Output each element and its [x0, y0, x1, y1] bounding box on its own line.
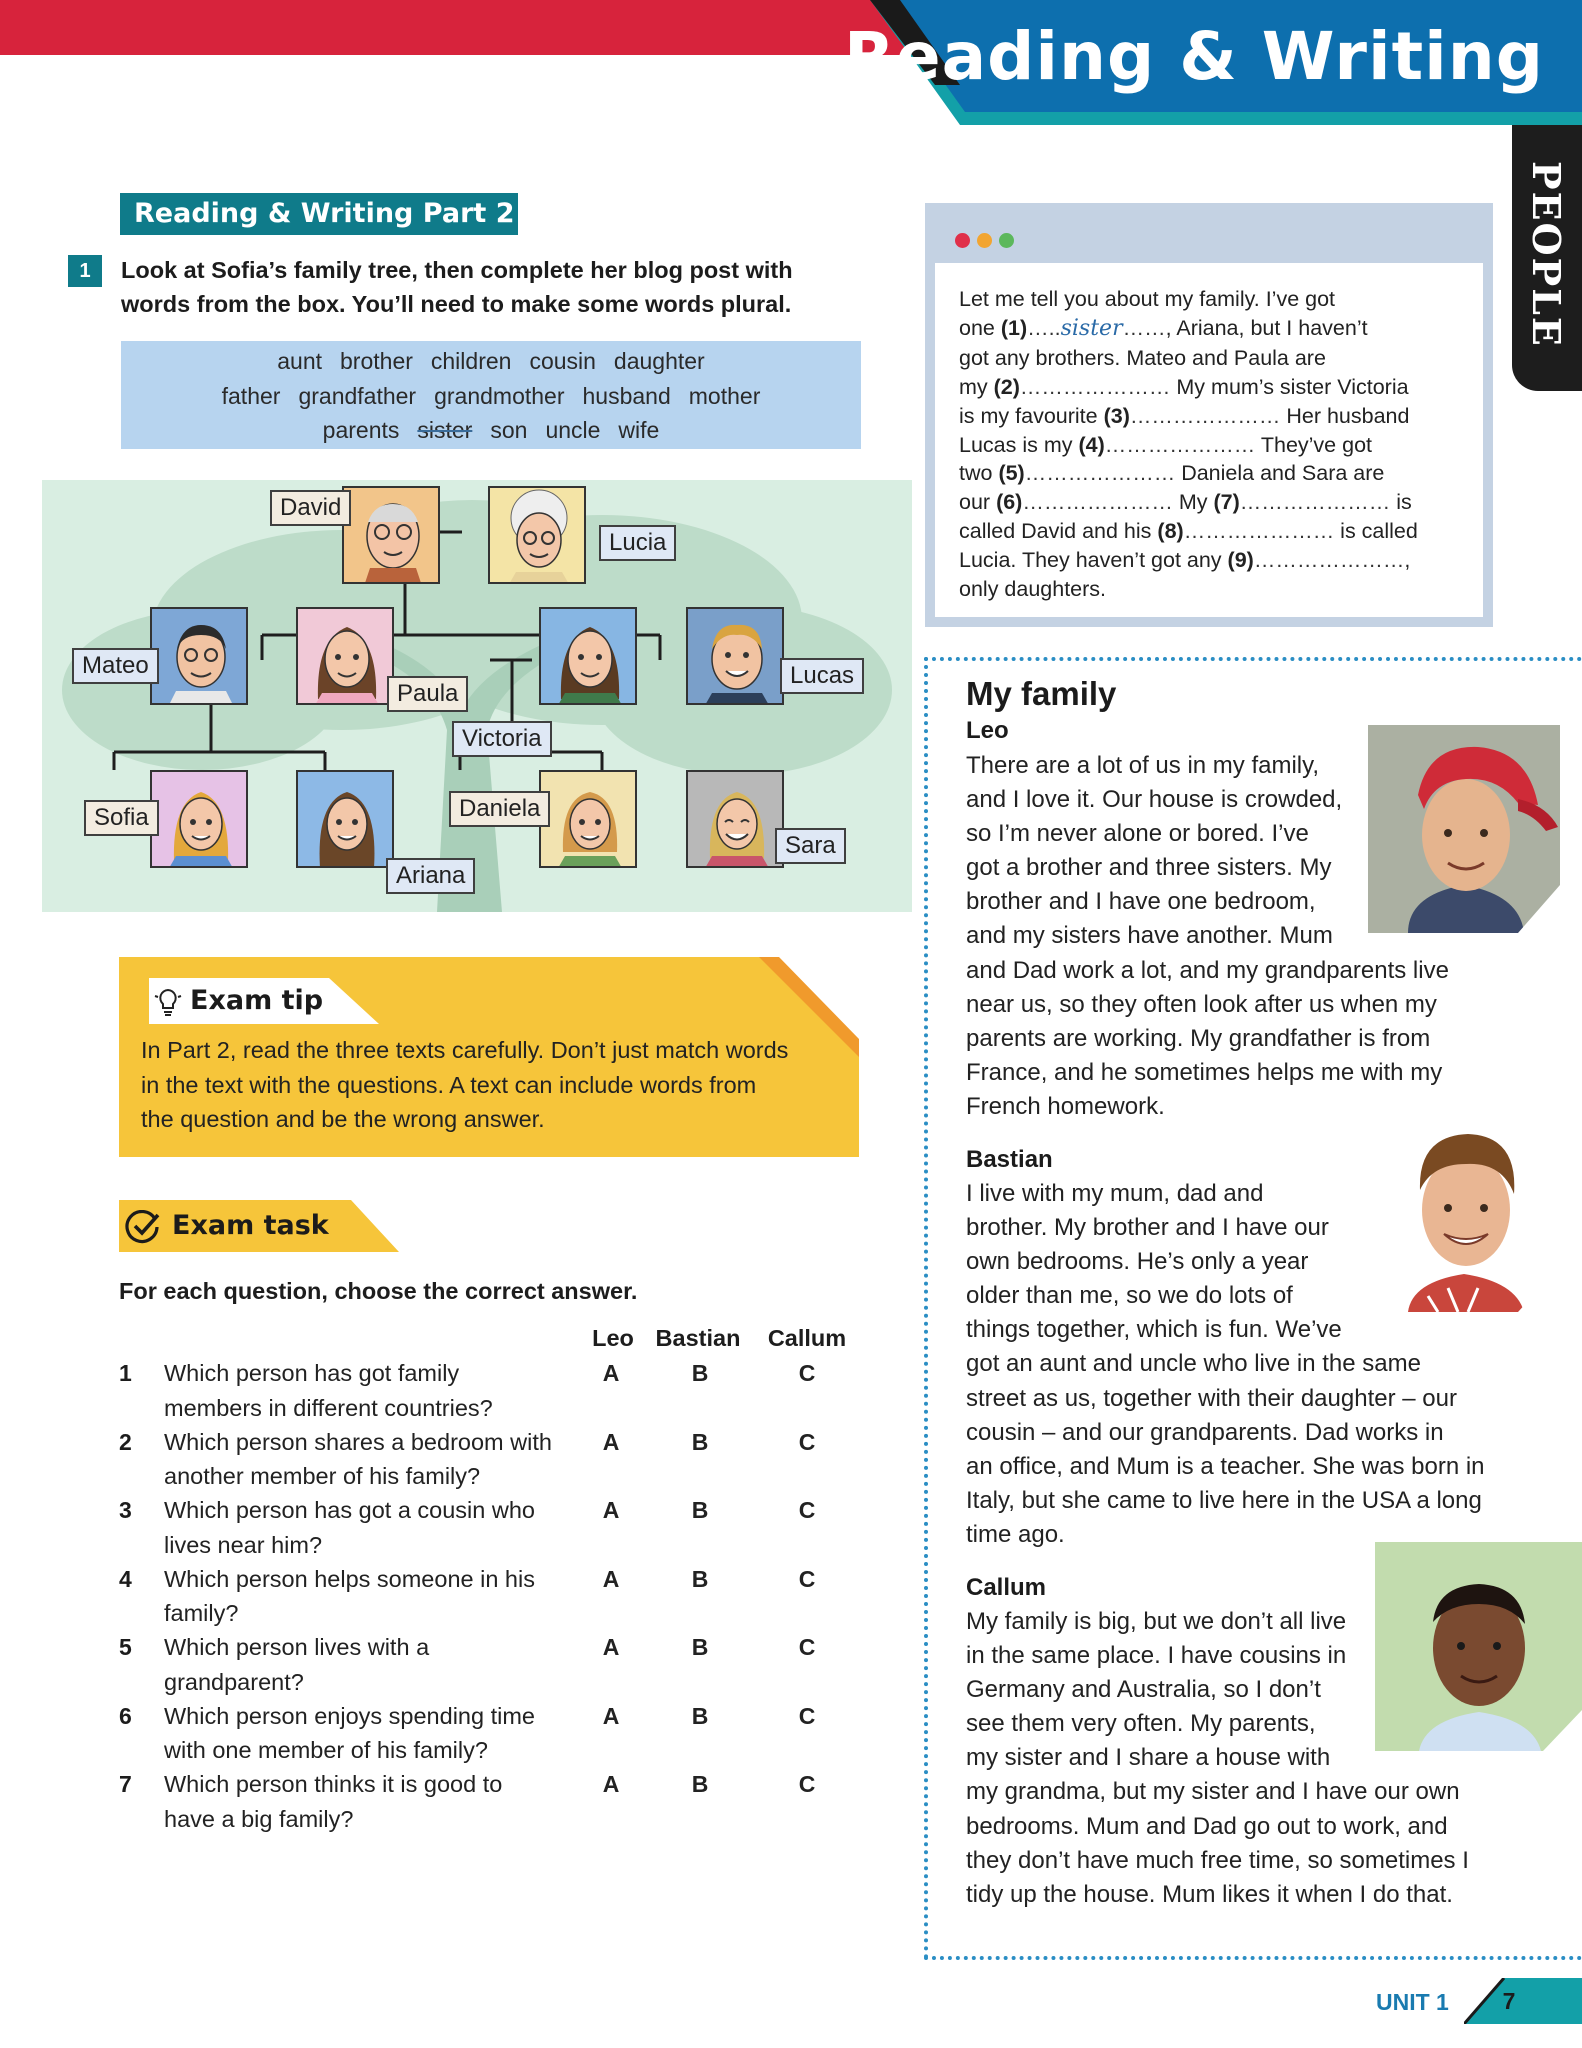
question-text	[164, 1562, 584, 1631]
blog-text-span: our	[959, 490, 997, 515]
option-c[interactable]: C	[798, 1497, 816, 1523]
option-a[interactable]: A	[602, 1634, 620, 1660]
text-line: and Dad work a lot, and my grandparents live	[966, 956, 1449, 984]
gap-number: (1)	[1000, 315, 1028, 340]
gap-dots: …………………	[1239, 490, 1391, 515]
exam-task-title: Exam task	[172, 1210, 329, 1241]
exam-tip-text	[141, 1033, 841, 1137]
exam-tip-line: In Part 2, read the three texts carefully. Don’t just match words	[141, 1037, 789, 1063]
question-number: 7	[119, 1771, 132, 1797]
text-line: French homework.	[966, 1092, 1165, 1120]
page-number-tab	[1464, 1978, 1582, 2024]
text-line: my sister and I share a house with	[966, 1744, 1331, 1772]
option-b[interactable]: B	[691, 1771, 709, 1797]
blog-text	[959, 285, 1469, 604]
text-line: brother. My brother and I have our	[966, 1214, 1329, 1242]
example-answer: sister	[1060, 315, 1123, 341]
blog-line	[959, 285, 1469, 314]
name-tag-mateo: Mateo	[72, 648, 159, 684]
gap-dots: …………………	[1022, 490, 1173, 515]
gap-dots: …………………	[1019, 374, 1171, 399]
blog-text-span: They’ve got	[1255, 432, 1372, 457]
question-text-line: Which person thinks it is good to	[164, 1771, 503, 1797]
text-line: Italy, but she came to live here in the USA a long	[966, 1486, 1482, 1514]
question-text	[164, 1767, 584, 1836]
person-text-callum	[966, 1605, 1526, 1912]
text-line: street as us, together with their daughter – our	[966, 1384, 1457, 1412]
text-line: got an aunt and uncle who live in the same	[966, 1350, 1421, 1378]
instruction-line: words from the box. You’ll need to make some words plural.	[121, 291, 792, 317]
portrait-lucas	[686, 607, 784, 705]
part-label: Reading & Writing Part 2	[120, 193, 518, 235]
name-tag-lucas: Lucas	[780, 658, 864, 694]
text-line: my grandma, but my sister and I have our own	[966, 1778, 1460, 1806]
blog-text-span: , Ariana, but I haven’t	[1165, 315, 1368, 340]
portrait-sofia	[150, 770, 248, 868]
question-text-line: another member of his family?	[164, 1463, 481, 1489]
text-line: things together, which is fun. We’ve	[966, 1316, 1342, 1344]
blog-text-span: only daughters.	[959, 577, 1107, 602]
name-tag-daniela: Daniela	[449, 791, 550, 827]
person-text-bastian	[966, 1177, 1526, 1552]
portrait-victoria	[539, 607, 637, 705]
question-text-line: grandparent?	[164, 1668, 304, 1695]
text-line: time ago.	[966, 1520, 1065, 1548]
word: cousin	[529, 348, 596, 374]
name-tag-ariana: Ariana	[386, 858, 475, 894]
side-tab-label: PEOPLE	[1524, 161, 1569, 348]
blog-text-span: got any brothers. Mateo and Paula are	[959, 345, 1326, 370]
gap-dots: …………………	[1253, 548, 1405, 573]
blog-line	[959, 402, 1469, 431]
gap-number: (4)	[1078, 432, 1105, 457]
blog-window-bar	[935, 213, 1483, 263]
text-line: tidy up the house. Mum likes it when I do that.	[966, 1880, 1453, 1908]
blog-text-span: Let me tell you about my family. I’ve got	[959, 287, 1336, 311]
question-text-line: Which person shares a bedroom with	[164, 1428, 552, 1455]
text-line: Germany and Australia, so I don’t	[966, 1676, 1321, 1704]
blog-text-span: My mum’s sister Victoria	[1170, 374, 1409, 399]
text-line: own bedrooms. He’s only a year	[966, 1248, 1309, 1276]
word: daughter	[613, 348, 705, 374]
option-c[interactable]: C	[798, 1565, 816, 1592]
name-tag-sara: Sara	[775, 828, 846, 864]
section-side-tab	[1512, 125, 1582, 391]
blog-text-span: is my favourite	[959, 403, 1104, 428]
gap-dots: …………………	[1104, 432, 1256, 457]
text-line: so I’m never alone or bored. I’ve	[966, 820, 1309, 848]
blog-text-span: one	[959, 315, 1001, 340]
column-header-bastian: Bastian	[655, 1325, 741, 1351]
word-box	[121, 341, 861, 449]
blog-text-span: Daniela and Sara are	[1175, 461, 1385, 486]
portrait-ariana	[296, 770, 394, 868]
blog-text-span: two	[959, 461, 999, 486]
blog-text-span: ,	[1404, 548, 1411, 573]
text-line: There are a lot of us in my family,	[966, 752, 1320, 779]
name-tag-victoria: Victoria	[452, 721, 552, 757]
exam-tip-line: the question and be the wrong answer.	[141, 1106, 545, 1132]
question-text	[164, 1425, 584, 1494]
exercise-instruction	[121, 253, 841, 321]
page-title: Reading & Writing	[844, 18, 1544, 95]
option-a[interactable]: A	[602, 1360, 620, 1386]
portrait-lucia	[488, 486, 586, 584]
blog-text-span: is called	[1334, 519, 1418, 544]
word-used-example: sister	[417, 417, 473, 443]
word: brother	[340, 348, 413, 374]
column-header-callum: Callum	[767, 1325, 847, 1351]
option-c[interactable]: C	[798, 1702, 816, 1729]
word-box-line	[121, 344, 861, 379]
gap-number: (9)	[1227, 548, 1254, 573]
question-row	[0, 1562, 900, 1630]
blog-post	[925, 203, 1493, 627]
blog-line	[959, 344, 1469, 373]
exam-task-instruction: For each question, choose the correct answer.	[119, 1278, 638, 1304]
question-text-line: Which person lives with a	[164, 1634, 430, 1660]
check-circle-icon	[125, 1210, 161, 1244]
text-line: in the same place. I have cousins in	[966, 1642, 1347, 1670]
option-c[interactable]: C	[798, 1771, 816, 1797]
portrait-mateo	[150, 607, 248, 705]
column-header-leo: Leo	[592, 1325, 634, 1351]
text-line: an office, and Mum is a teacher. She was born in	[966, 1452, 1485, 1480]
question-number: 4	[119, 1565, 132, 1592]
lightbulb-icon	[154, 986, 182, 1018]
word: uncle	[545, 417, 601, 443]
text-line: parents are working. My grandfather is from	[966, 1024, 1431, 1052]
word: wife	[618, 417, 660, 443]
gap-number: (6)	[996, 490, 1023, 515]
gap-number: (5)	[998, 461, 1025, 486]
gap-number: (2)	[993, 374, 1020, 399]
word: children	[430, 348, 512, 374]
text-line: see them very often. My parents,	[966, 1710, 1316, 1738]
portrait-daniela	[539, 770, 637, 868]
name-tag-paula: Paula	[387, 676, 468, 712]
option-b[interactable]: B	[691, 1428, 709, 1455]
blog-line	[959, 314, 1469, 344]
window-dot-green	[999, 233, 1014, 248]
question-row	[0, 1699, 900, 1767]
word: husband	[582, 382, 671, 409]
blog-text-span: Lucas is my	[959, 432, 1079, 457]
text-line: cousin – and our grandparents. Dad works in	[966, 1418, 1444, 1446]
window-dot-red	[955, 233, 970, 248]
person-name-leo: Leo	[966, 717, 1009, 744]
question-row	[0, 1767, 900, 1835]
word: grandfather	[298, 382, 417, 409]
person-name-callum: Callum	[966, 1574, 1047, 1601]
word: aunt	[277, 348, 323, 374]
exam-tip-title: Exam tip	[190, 985, 324, 1016]
option-a[interactable]: A	[602, 1428, 620, 1455]
my-family-title: My family	[966, 675, 1117, 712]
question-text	[164, 1356, 584, 1425]
word: son	[490, 417, 528, 443]
blog-line	[959, 517, 1469, 546]
question-number: 2	[119, 1428, 132, 1455]
gap-dots: ……	[1122, 315, 1166, 340]
word: grandmother	[434, 382, 565, 409]
blog-text-span: my	[959, 374, 994, 399]
option-a[interactable]: A	[602, 1497, 620, 1523]
blog-line	[959, 459, 1469, 488]
option-c[interactable]: C	[798, 1428, 816, 1455]
question-text-line: Which person has got a cousin who	[164, 1497, 535, 1523]
question-number: 1	[119, 1360, 132, 1386]
gap-number: (3)	[1103, 403, 1130, 428]
question-text	[164, 1630, 584, 1699]
question-number: 3	[119, 1497, 132, 1523]
name-tag-lucia: Lucia	[599, 525, 676, 561]
word: parents	[322, 417, 400, 443]
gap-dots: …..	[1027, 315, 1061, 340]
text-line: and I love it. Our house is crowded,	[966, 786, 1343, 814]
option-b[interactable]: B	[691, 1360, 709, 1386]
gap-dots: …………………	[1129, 403, 1281, 428]
word: father	[221, 382, 281, 409]
blog-line	[959, 546, 1469, 575]
text-line: older than me, so we do lots of	[966, 1282, 1293, 1310]
question-row	[0, 1630, 900, 1698]
text-line: got a brother and three sisters. My	[966, 854, 1332, 882]
blog-text-span: is	[1390, 490, 1412, 515]
question-text-line: Which person has got family	[164, 1360, 460, 1386]
gap-dots: …………………	[1183, 519, 1335, 544]
option-a[interactable]: A	[602, 1565, 620, 1592]
person-text-leo	[966, 749, 1526, 1124]
text-line: bedrooms. Mum and Dad go out to work, and	[966, 1812, 1448, 1840]
question-text-line: members in different countries?	[164, 1394, 493, 1421]
name-tag-david: David	[270, 490, 351, 526]
question-number: 6	[119, 1702, 132, 1729]
question-row	[0, 1425, 900, 1493]
blog-line	[959, 575, 1469, 604]
question-text-line: have a big family?	[164, 1805, 354, 1832]
blog-line	[959, 373, 1469, 402]
option-c[interactable]: C	[798, 1360, 816, 1386]
text-line: they don’t have much free time, so sometimes I	[966, 1846, 1469, 1874]
question-text-line: with one member of his family?	[164, 1737, 488, 1763]
exam-tip-line: in the text with the questions. A text can include words from	[141, 1071, 757, 1098]
option-b[interactable]: B	[691, 1634, 709, 1660]
instruction-line: Look at Sofia’s family tree, then complete her blog post with	[121, 257, 793, 283]
portrait-david	[342, 486, 440, 584]
page-number: 7	[1502, 1988, 1516, 2014]
question-text	[164, 1493, 584, 1562]
option-b[interactable]: B	[691, 1565, 709, 1592]
question-text-line: Which person helps someone in his	[164, 1565, 535, 1592]
gap-number: (8)	[1157, 519, 1184, 544]
text-line: near us, so they often look after us when my	[966, 990, 1437, 1018]
name-tag-sofia: Sofia	[84, 800, 159, 836]
text-line: France, and he sometimes helps me with my	[966, 1058, 1443, 1086]
blog-line	[959, 431, 1469, 460]
word-box-line	[121, 379, 861, 414]
question-text	[164, 1699, 584, 1768]
person-name-bastian: Bastian	[966, 1146, 1053, 1173]
blog-line	[959, 488, 1469, 517]
page-header	[0, 0, 1582, 130]
word: mother	[688, 382, 761, 409]
gap-dots: …………………	[1024, 461, 1176, 486]
portrait-paula	[296, 607, 394, 705]
question-text-line: Which person enjoys spending time	[164, 1702, 535, 1729]
text-line: I live with my mum, dad and	[966, 1180, 1264, 1207]
blog-text-span: Her husband	[1280, 403, 1410, 428]
portrait-sara	[686, 770, 784, 868]
exercise-number: 1	[68, 255, 102, 287]
option-a[interactable]: A	[602, 1702, 620, 1729]
blog-text-span: Lucia. They haven’t got any	[959, 548, 1228, 573]
window-dot-yellow	[977, 233, 992, 248]
option-b[interactable]: B	[691, 1497, 709, 1523]
question-number: 5	[119, 1634, 132, 1660]
family-tree	[42, 480, 912, 912]
text-line: and my sisters have another. Mum	[966, 922, 1333, 950]
question-text-line: family?	[164, 1600, 239, 1626]
word-box-line	[121, 413, 861, 448]
option-a[interactable]: A	[602, 1771, 620, 1797]
gap-number: (7)	[1213, 490, 1240, 515]
text-line: My family is big, but we don’t all live	[966, 1608, 1347, 1635]
blog-text-span: My	[1172, 490, 1214, 515]
option-c[interactable]: C	[798, 1634, 816, 1660]
question-text-line: lives near him?	[164, 1531, 323, 1558]
text-line: brother and I have one bedroom,	[966, 888, 1316, 916]
question-row	[0, 1493, 900, 1561]
question-row	[0, 1356, 900, 1424]
unit-label: UNIT 1	[1376, 1989, 1449, 2015]
blog-text-span: called David and his	[959, 519, 1158, 544]
option-b[interactable]: B	[691, 1702, 709, 1729]
